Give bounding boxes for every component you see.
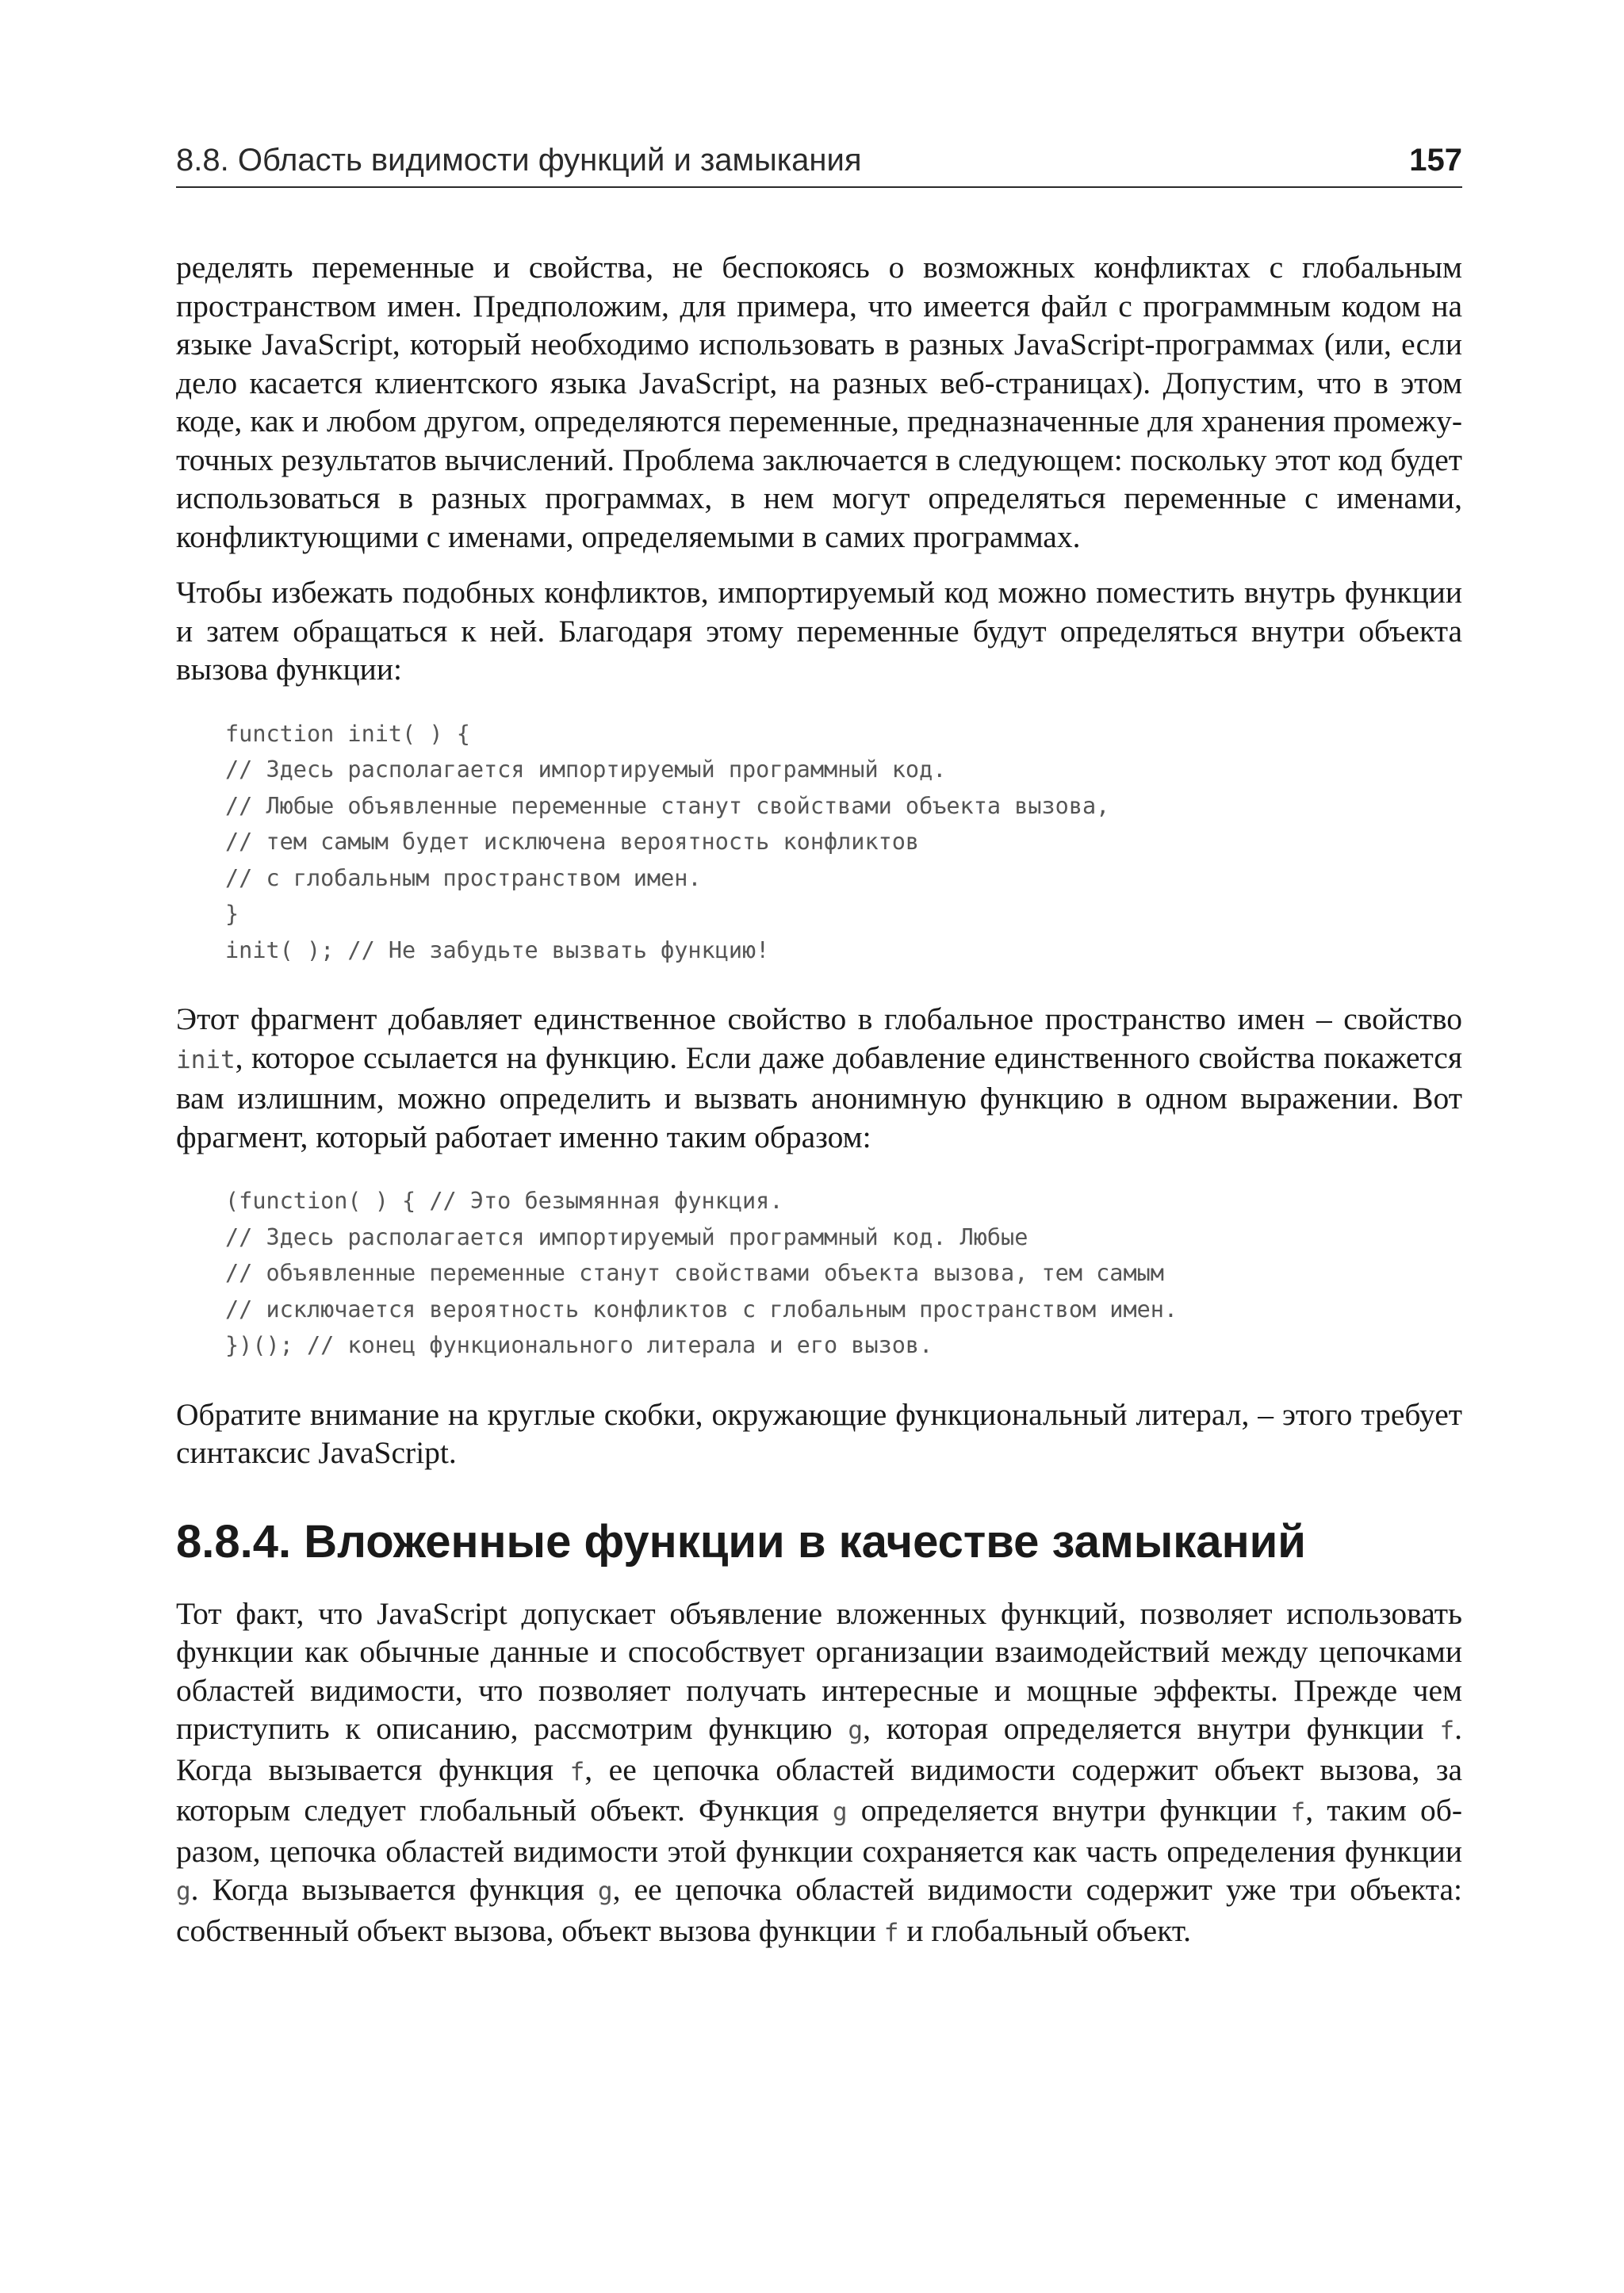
page-number: 157	[1409, 143, 1462, 178]
inline-code: g	[176, 1878, 191, 1906]
running-header	[176, 143, 1462, 188]
paragraph-5-text: определяется внутри функции	[847, 1793, 1291, 1828]
inline-code: f	[1290, 1798, 1306, 1827]
code-block-1	[225, 716, 1462, 969]
paragraph-3-text: Этот фрагмент добавляет единственное свойство в глобальное пространство имен – свойство	[176, 1001, 1462, 1036]
paragraph-4: Обратите внимание на круглые скобки, окружающие функциональный литерал, – этого требует синтаксис JavaScript.	[176, 1396, 1462, 1470]
code-line: })(); // конец функционального литерала и его вызов.	[225, 1332, 933, 1358]
paragraph-5-text: , ее цепочка областей видимости содержит уже три объекта: собственный объект вызова, объект вызова функции	[176, 1872, 1462, 1948]
code-line: // исключается вероятность конфликтов с глобальным пространством имен.	[225, 1296, 1178, 1323]
code-line: init( ); // Не забудьте вызвать функцию!	[225, 936, 770, 963]
code-line: // Здесь располагается импортируемый программный код. Любые	[225, 1223, 1028, 1250]
code-line: // объявленные переменные станут свойствами объекта вызова, тем самым	[225, 1260, 1164, 1286]
paragraph-5-text: и глобальный объект.	[898, 1912, 1192, 1948]
paragraph-5-text: . Когда вызывается функция	[176, 1711, 1462, 1787]
paragraph-1: ределять переменные и свойства, не беспокоясь о возможных конфликтах с глобальным пространством имен. Предположим, для примера, что имеется файл с программным кодом на языке JavaScript, который необходимо использовать в разных JavaScript-программах (или, если дело касается клиентского языка JavaScript, на разных веб-страницах). Допустим, что в этом коде, как и любом другом, определяются переменные, предназначенные для хранения промежуточных результатов вычислений. Проблема заключается в следующем: поскольку этот код будет использоваться в разных программах, в нем могут определяться переменные с именами, конфликтующими с именами, определяемыми в самих программах.	[176, 250, 1462, 554]
code-line: // тем самым будет исключена вероятность конфликтов	[225, 829, 920, 855]
inline-code: g	[597, 1878, 613, 1906]
inline-code: init	[176, 1045, 236, 1074]
section-heading: 8.8.4. Вложенные функции в качестве замыканий	[176, 1515, 1306, 1568]
code-line: // Любые объявленные переменные станут свойствами объекта вызова,	[225, 792, 1110, 819]
inline-code: f	[569, 1757, 585, 1786]
inline-code: g	[832, 1798, 848, 1827]
paragraph-3	[176, 1000, 1462, 1156]
paragraph-5-text: , ее цепочка областей видимости содержит объект вызова, за которым следует глобальный объект. Функция	[176, 1751, 1462, 1828]
book-page	[176, 143, 1462, 1970]
paragraph-5	[176, 1594, 1462, 1953]
code-line: // Здесь располагается импортируемый программный код.	[225, 756, 947, 783]
code-line: (function( ) { // Это безымянная функция.	[225, 1188, 783, 1214]
paragraph-5-text: . Когда вызывается функция	[190, 1872, 598, 1907]
code-block-2	[225, 1183, 1462, 1364]
paragraph-3-text: , которое ссылается на функцию. Если даже добавление единственного свойства покажется вам излишним, можно определить и вызвать анонимную функцию в одном выражении. Вот фрагмент, который работает именно таким образом:	[176, 1039, 1462, 1154]
code-line: function init( ) {	[225, 720, 470, 747]
paragraph-5-text: , таким образом, цепочка областей видимости этой функции сохраняется как часть определения функции	[176, 1793, 1462, 1869]
inline-code: f	[883, 1918, 899, 1947]
paragraph-5-text: Тот факт, что JavaScript допускает объявление вложенных функций, позволяет использовать функции как обычные данные и способствует организации взаимодействий между цепочками областей видимости, что позволяет получать интересные и мощные эффекты. Прежде чем приступить к описанию, рассмотрим функцию	[176, 1595, 1462, 1746]
running-title: 8.8. Область видимости функций и замыкания	[176, 143, 862, 178]
code-line: }	[225, 901, 239, 927]
inline-code: g	[848, 1717, 864, 1745]
inline-code: f	[1439, 1717, 1455, 1745]
code-line: // с глобальным пространством имен.	[225, 864, 702, 891]
paragraph-2: Чтобы избежать подобных конфликтов, импортируемый код можно поместить внутрь функции и затем обращаться к ней. Благодаря этому переменные будут определяться внутри объекта вызова функции:	[176, 575, 1462, 687]
paragraph-5-text: , которая определяется внутри функции	[863, 1711, 1440, 1746]
